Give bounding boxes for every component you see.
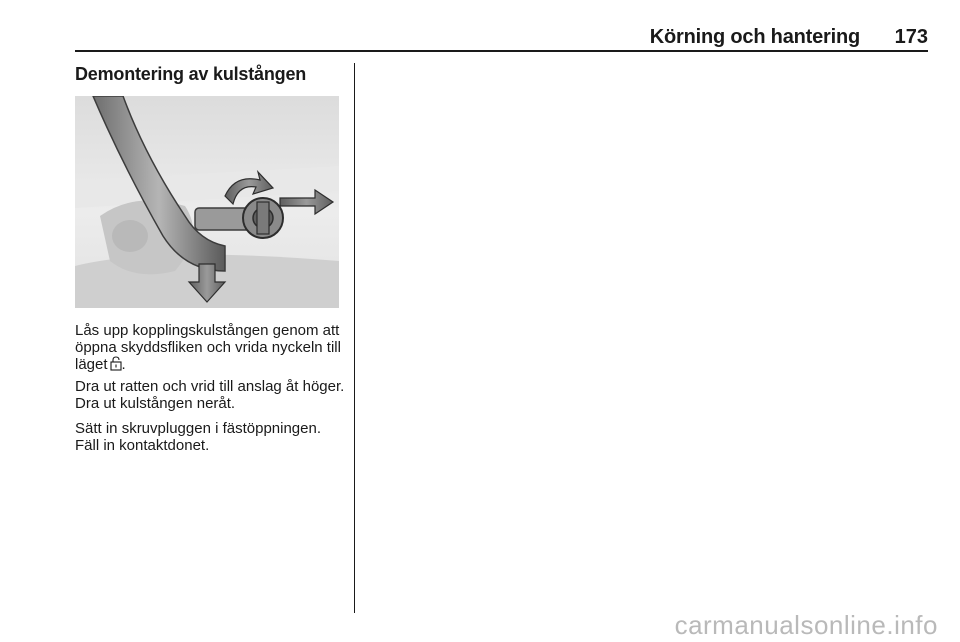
instruction-paragraph-2: Dra ut ratten och vrid till anslag åt höger. Dra ut kulstången neråt.	[75, 378, 345, 412]
page-header-title: Körning och hantering	[649, 26, 860, 48]
header-rule	[75, 50, 928, 52]
watermark-link[interactable]: carmanualsonline.info	[674, 610, 938, 640]
unlocked-padlock-icon	[110, 356, 122, 375]
instruction-text-1-end: .	[121, 356, 126, 373]
towbar-removal-illustration	[75, 96, 339, 308]
section-heading: Demontering av kulstången	[75, 64, 307, 84]
instruction-paragraph-3: Sätt in skruvpluggen i fästöppningen. Fäll in kontaktdonet.	[75, 420, 321, 454]
instruction-paragraph-1	[75, 322, 345, 375]
page-number: 173	[894, 26, 928, 48]
column-divider	[354, 63, 355, 613]
instruction-text-1: Lås upp kopplingskulstången genom att öppna skyddsfliken och vrida nyckeln till läget	[75, 322, 341, 373]
